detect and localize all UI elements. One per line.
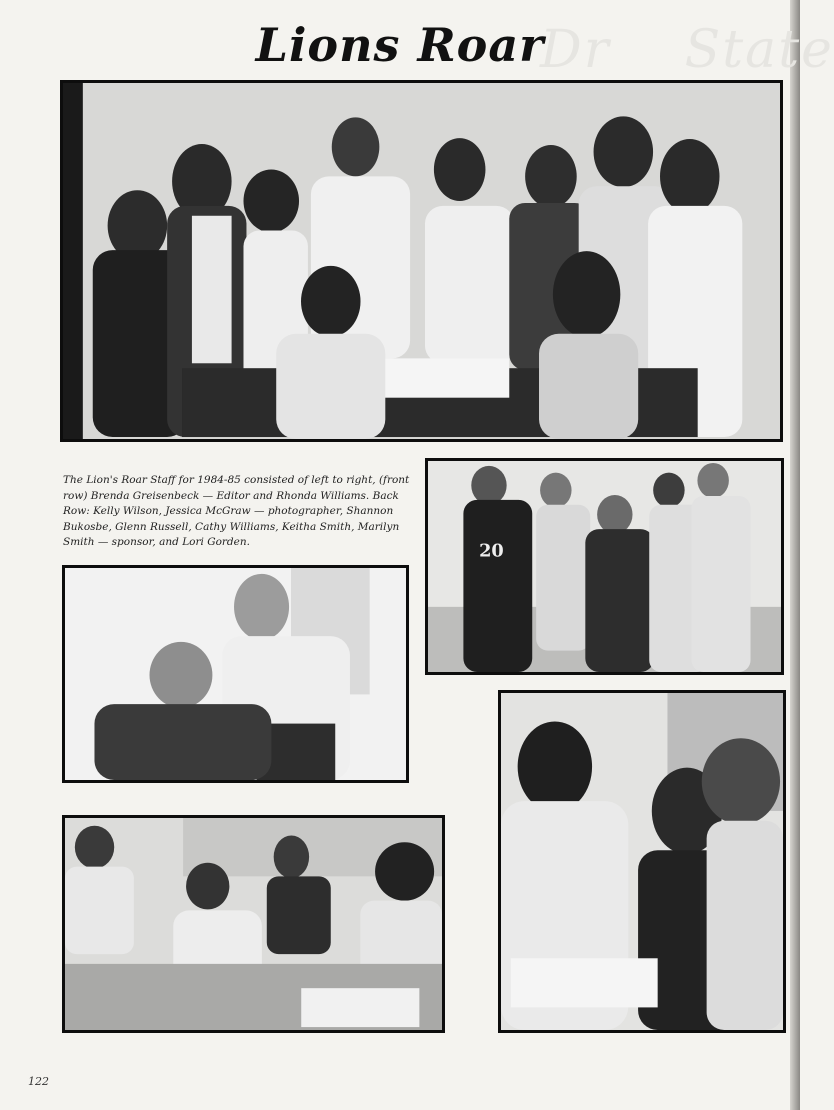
- photo-students-reading: [498, 690, 786, 1033]
- page-title: Lions Roar: [255, 18, 545, 72]
- page-number: 122: [28, 1075, 49, 1088]
- photo-students-at-desk: [62, 565, 409, 783]
- photo-students-on-table: [425, 458, 784, 675]
- jacket-number: 20: [479, 540, 504, 562]
- photo-caption: The Lion's Roar Staff for 1984-85 consisted of left to right, (front row) Brenda Greisenbeck — Editor and Rhonda Williams. Back Row: Kelly Wilson, Jessica McGraw — photographer, Shannon Bukosbe, Glenn Russell, Cathy Williams, Keitha Smith, Marilyn Smith — sponsor, and Lori Gorden.: [63, 474, 410, 548]
- page-edge-shadow: [790, 0, 800, 1110]
- bleed-through-text: Dr State: [540, 20, 834, 80]
- photo-staff-group: [60, 80, 783, 442]
- photo-classroom-desks: [62, 815, 445, 1033]
